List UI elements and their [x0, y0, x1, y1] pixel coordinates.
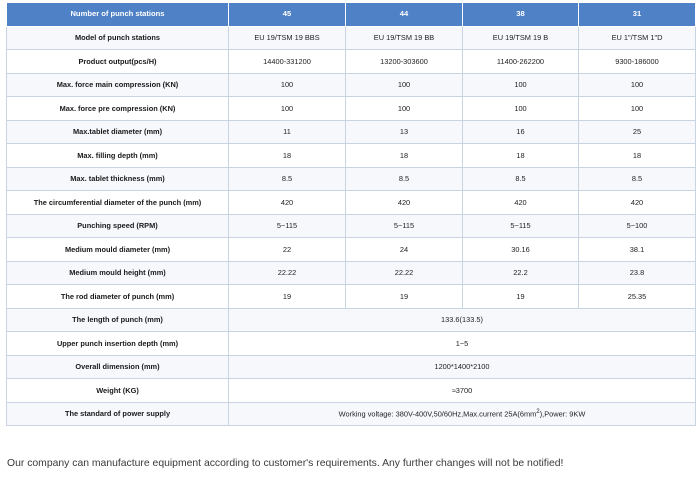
row-label: Product output(pcs/H): [7, 50, 229, 74]
row-label: Medium mould height (mm): [7, 261, 229, 285]
power-value-prefix: Working voltage: 380V-400V,50/60Hz,Max.current 25A(6mm: [338, 409, 537, 419]
spec-table: [6, 2, 696, 426]
row-label: Model of punch stations: [7, 26, 229, 50]
row-label: The standard of power supply: [7, 402, 229, 426]
table-cell: 14400-331200: [229, 50, 346, 74]
table-cell: 38.1: [579, 238, 696, 262]
row-label: Upper punch insertion depth (mm): [7, 332, 229, 356]
table-row: [7, 379, 696, 403]
table-cell: 100: [346, 97, 463, 121]
table-cell: EU 19/TSM 19 B: [463, 26, 579, 50]
table-cell: 13200-303600: [346, 50, 463, 74]
table-cell: 25: [579, 120, 696, 144]
table-cell: 19: [463, 285, 579, 309]
table-cell: 22.22: [346, 261, 463, 285]
table-cell: 5~100: [579, 214, 696, 238]
table-cell: 420: [579, 191, 696, 215]
table-row: [7, 261, 696, 285]
table-cell: 420: [463, 191, 579, 215]
table-row: [7, 308, 696, 332]
table-row: [7, 332, 696, 356]
row-label: Max. force main compression (KN): [7, 73, 229, 97]
header-cell: 45: [229, 3, 346, 27]
header-cell: 44: [346, 3, 463, 27]
table-row: [7, 355, 696, 379]
row-label: Punching speed (RPM): [7, 214, 229, 238]
table-row: [7, 120, 696, 144]
table-row: [7, 50, 696, 74]
table-cell: 30.16: [463, 238, 579, 262]
table-cell: 5~115: [463, 214, 579, 238]
table-cell: 23.8: [579, 261, 696, 285]
footer-note: Our company can manufacture equipment according to customer's requirements. Any further changes will not be notified!: [7, 458, 564, 469]
table-cell: 8.5: [346, 167, 463, 191]
table-cell: 22.22: [229, 261, 346, 285]
table-cell: 22.2: [463, 261, 579, 285]
row-label: Max. filling depth (mm): [7, 144, 229, 168]
row-label: Weight (KG): [7, 379, 229, 403]
table-cell: 1200*1400*2100: [229, 355, 696, 379]
row-label: The length of punch (mm): [7, 308, 229, 332]
table-cell: 100: [229, 97, 346, 121]
row-label: Max. tablet thickness (mm): [7, 167, 229, 191]
table-cell: EU 1"/TSM 1"D: [579, 26, 696, 50]
header-cell: Number of punch stations: [7, 3, 229, 27]
table-cell: EU 19/TSM 19 BB: [346, 26, 463, 50]
table-cell: 11: [229, 120, 346, 144]
table-cell: 25.35: [579, 285, 696, 309]
table-cell: 11400-262200: [463, 50, 579, 74]
table-cell: 18: [346, 144, 463, 168]
table-cell: 100: [229, 73, 346, 97]
table-cell: 420: [229, 191, 346, 215]
power-supply-cell: [229, 402, 696, 426]
table-row: [7, 238, 696, 262]
table-cell: 19: [346, 285, 463, 309]
row-label: Overall dimension (mm): [7, 355, 229, 379]
header-row: [7, 3, 696, 27]
table-cell: 1~5: [229, 332, 696, 356]
table-row: [7, 73, 696, 97]
table-cell: 100: [346, 73, 463, 97]
table-row: [7, 214, 696, 238]
table-cell: ≈3700: [229, 379, 696, 403]
table-cell: 133.6(133.5): [229, 308, 696, 332]
table-cell: 100: [463, 97, 579, 121]
table-cell: 420: [346, 191, 463, 215]
header-cell: 31: [579, 3, 696, 27]
table-cell: 18: [579, 144, 696, 168]
table-cell: 18: [229, 144, 346, 168]
table-cell: 19: [229, 285, 346, 309]
table-cell: 100: [579, 97, 696, 121]
table-cell: 8.5: [463, 167, 579, 191]
table-cell: 16: [463, 120, 579, 144]
table-cell: 100: [579, 73, 696, 97]
table-row: [7, 167, 696, 191]
table-cell: 5~115: [346, 214, 463, 238]
table-row: [7, 144, 696, 168]
table-row: [7, 402, 696, 426]
table-row: [7, 285, 696, 309]
row-label: Max.tablet diameter (mm): [7, 120, 229, 144]
table-row: [7, 97, 696, 121]
table-cell: 5~115: [229, 214, 346, 238]
table-cell: 8.5: [579, 167, 696, 191]
table-cell: EU 19/TSM 19 BBS: [229, 26, 346, 50]
header-cell: 38: [463, 3, 579, 27]
table-cell: 22: [229, 238, 346, 262]
table-row: [7, 191, 696, 215]
table-row: [7, 26, 696, 50]
table-cell: 13: [346, 120, 463, 144]
table-cell: 8.5: [229, 167, 346, 191]
power-value-suffix: ),Power: 9KW: [539, 409, 586, 419]
table-cell: 9300-186000: [579, 50, 696, 74]
row-label: Max. force pre compression (KN): [7, 97, 229, 121]
table-cell: 18: [463, 144, 579, 168]
table-cell: 100: [463, 73, 579, 97]
table-cell: 24: [346, 238, 463, 262]
row-label: Medium mould diameter (mm): [7, 238, 229, 262]
row-label: The rod diameter of punch (mm): [7, 285, 229, 309]
power-value-sup: 2: [536, 408, 540, 416]
row-label: The circumferential diameter of the punch (mm): [7, 191, 229, 215]
